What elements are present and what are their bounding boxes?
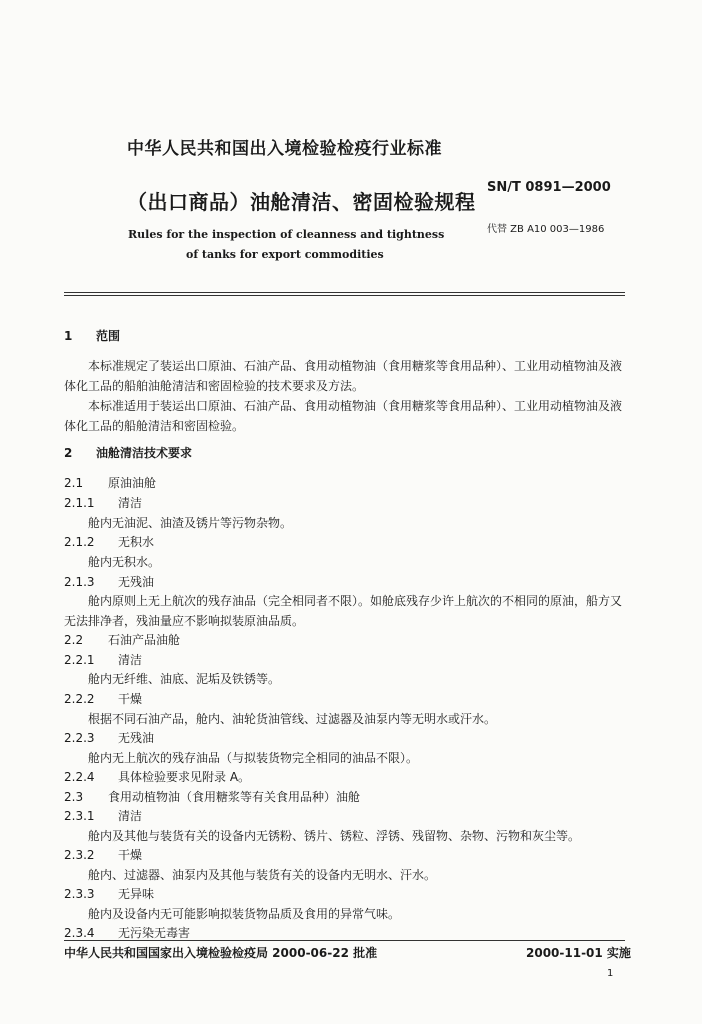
clause-2-3-3: [64, 885, 154, 902]
scope-paragraph-2: 本标准适用于装运出口原油、石油产品、食用动植物油（食用糖浆等食用品种）、工业用动植物油及液体化工品的船舱清洁和密固检验。: [64, 399, 623, 433]
clause-2-3-1: [64, 807, 142, 824]
clause-number: 2.3.1: [64, 809, 95, 823]
clause-title: 干燥: [118, 692, 143, 706]
clause-title: 清洁: [118, 496, 143, 510]
clause-2-1-3: [64, 573, 154, 590]
clause-title: 干燥: [118, 848, 143, 862]
clause-2-3-1-text: 舱内及其他与装货有关的设备内无锈粉、锈片、锈粒、浮锈、残留物、杂物、污物和灰尘等。: [88, 829, 581, 843]
clause-2-3: [64, 788, 360, 805]
clause-title: 原油油舱: [108, 476, 157, 490]
clause-2-1-1-text: 舱内无油泥、油渣及锈片等污物杂物。: [88, 516, 293, 530]
clause-2-1-2-text: 舱内无积水。: [88, 555, 161, 569]
clause-2-2: [64, 631, 180, 648]
clause-title: 清洁: [118, 653, 143, 667]
clause-2-1-3-text: 舱内原则上无上航次的残存油品（完全相同者不限）。如舱底残存少许上航次的不相同的原油，船方又无法排净者，残油量应不影响拟装原油品质。: [64, 594, 623, 628]
clause-number: 2.3.2: [64, 848, 95, 862]
section-number: 2: [64, 446, 73, 460]
clause-2-2-1-text: 舱内无纤维、油底、泥垢及铁锈等。: [88, 672, 281, 686]
clause-2-1-1: [64, 494, 142, 511]
footer-divider: [64, 940, 625, 941]
clause-2-2-2-text: 根据不同石油产品，舱内、油轮货油管线、过滤器及油泵内等无明水或汗水。: [88, 712, 497, 726]
clause-number: 2.2.1: [64, 653, 95, 667]
clause-number: 2.1.1: [64, 496, 95, 510]
section-title: 范围: [96, 329, 121, 343]
clause-2-3-4: [64, 924, 190, 941]
clause-2-2-3-text: 舱内无上航次的残存油品（与拟装货物完全相同的油品不限）。: [88, 751, 419, 765]
clause-title: 无残油: [118, 575, 155, 589]
clause-number: 2.3: [64, 790, 84, 804]
clause-title: 清洁: [118, 809, 143, 823]
english-title-line1: Rules for the inspection of cleanness and tightness: [128, 228, 445, 241]
clause-number: 2.1: [64, 476, 84, 490]
clause-2-1: [64, 474, 156, 491]
clause-2-2-4: [64, 768, 250, 785]
clause-2-2-2: [64, 690, 142, 707]
clause-2-2-3: [64, 729, 154, 746]
clause-title: 无异味: [118, 887, 155, 901]
clause-title: 食用动植物油（食用糖浆等有关食用品种）油舱: [108, 790, 361, 804]
section-number: 1: [64, 329, 73, 343]
replaces-note: 代替 ZB A10 003—1986: [487, 224, 605, 235]
clause-2-3-3-text: 舱内及设备内无可能影响拟装货物品质及食用的异常气味。: [88, 907, 401, 921]
clause-title: 无积水: [118, 535, 155, 549]
clause-title: 无污染无毒害: [118, 926, 191, 940]
approval-note: 中华人民共和国国家出入境检验检疫局 2000-06-22 批准: [64, 946, 378, 960]
standard-code: SN/T 0891—2000: [487, 180, 611, 195]
clause-2-2-1: [64, 651, 142, 668]
clause-number: 2.2.3: [64, 731, 95, 745]
clause-number: 2.2: [64, 633, 84, 647]
clause-2-3-2-text: 舱内、过滤器、油泵内及其他与装货有关的设备内无明水、汗水。: [88, 868, 437, 882]
clause-2-1-2: [64, 533, 154, 550]
clause-number: 2.3.3: [64, 887, 95, 901]
issuer-heading: 中华人民共和国出入境检验检疫行业标准: [127, 139, 442, 159]
document-title: （出口商品）油舱清洁、密固检验规程: [127, 190, 476, 214]
clause-number: 2.1.3: [64, 575, 95, 589]
effective-date: 2000-11-01 实施: [526, 946, 631, 960]
english-title-line2: of tanks for export commodities: [186, 248, 384, 261]
clause-number: 2.1.2: [64, 535, 95, 549]
clause-number: 2.3.4: [64, 926, 95, 940]
header-divider-bottom: [64, 295, 625, 296]
clause-title: 无残油: [118, 731, 155, 745]
clause-number: 2.2.4: [64, 770, 95, 784]
header-divider-top: [64, 292, 625, 293]
scope-paragraph-1: 本标准规定了装运出口原油、石油产品、食用动植物油（食用糖浆等食用品种）、工业用动植物油及液体化工品的船舶油舱清洁和密固检验的技术要求及方法。: [64, 359, 623, 393]
clause-2-3-2: [64, 846, 142, 863]
clause-title: 石油产品油舱: [108, 633, 181, 647]
clause-number: 2.2.2: [64, 692, 95, 706]
section-2-heading: [64, 444, 192, 461]
clause-title: 具体检验要求见附录 A。: [118, 770, 251, 784]
section-1-heading: [64, 327, 120, 344]
section-title: 油舱清洁技术要求: [96, 446, 193, 460]
page-number: 1: [607, 968, 614, 979]
